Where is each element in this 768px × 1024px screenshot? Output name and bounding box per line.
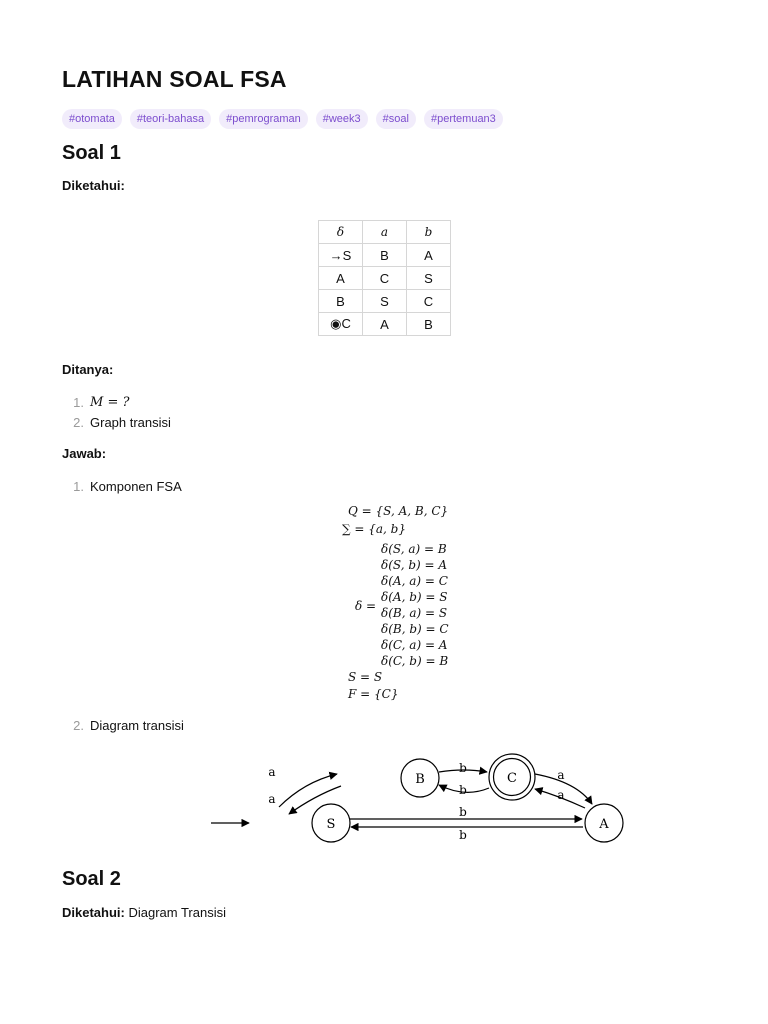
soal1-jawab-label: Jawab:: [62, 446, 107, 461]
delta-item: δ(S, a) = B: [381, 542, 447, 556]
table-header-cell: a: [363, 221, 407, 244]
edge-label: b: [459, 761, 467, 775]
soal2-heading: Soal 2: [62, 868, 121, 890]
table-cell: C: [363, 267, 407, 290]
list-number: 2.: [73, 718, 84, 733]
edge-label: a: [557, 788, 565, 802]
table-cell: A: [407, 244, 451, 267]
tag-otomata[interactable]: #otomata: [62, 109, 122, 129]
edge-label: b: [459, 805, 467, 819]
tag-pemrograman[interactable]: #pemrograman: [219, 109, 308, 129]
list-item: [62, 413, 171, 433]
table-cell: A: [363, 313, 407, 336]
list-text: Graph transisi: [90, 415, 171, 430]
transition-diagram: [209, 752, 629, 852]
list-text: Diagram transisi: [90, 718, 184, 733]
delta-item: δ(B, b) = C: [381, 622, 449, 636]
state-s-label: S: [326, 817, 336, 832]
page-title: LATIHAN SOAL FSA: [62, 66, 287, 92]
list-item: [62, 716, 184, 736]
ditanya-list: [62, 393, 171, 433]
table-header-cell: b: [407, 221, 451, 244]
edge-label: a: [557, 768, 565, 782]
list-text: Komponen FSA: [90, 479, 182, 494]
soal2-diketahui-text: Diagram Transisi: [128, 905, 226, 920]
table-header-row: [319, 221, 451, 244]
list-number: 2.: [73, 415, 84, 430]
formula-start: S = S: [348, 670, 383, 684]
state-b-label: B: [415, 772, 425, 787]
edge-label: a: [268, 792, 276, 806]
formula-sigma: ∑ = {a, b}: [342, 522, 406, 536]
soal1-diketahui-label: Diketahui:: [62, 178, 125, 193]
formula-delta-label: δ =: [355, 599, 377, 613]
tag-list: [62, 109, 503, 129]
list-number: 1.: [73, 395, 84, 410]
delta-item: δ(C, b) = B: [381, 654, 449, 668]
table-cell: B: [319, 290, 363, 313]
table-row: [319, 267, 451, 290]
state-c-label: C: [507, 771, 517, 786]
list-number: 1.: [73, 479, 84, 494]
delta-item: δ(C, a) = A: [381, 638, 448, 652]
table-row: [319, 313, 451, 336]
table-row: [319, 290, 451, 313]
soal1-ditanya-label: Ditanya:: [62, 362, 114, 377]
tag-week3[interactable]: #week3: [316, 109, 368, 129]
transition-table: [318, 220, 451, 336]
tag-pertemuan3[interactable]: #pertemuan3: [424, 109, 503, 129]
delta-item: δ(S, b) = A: [381, 558, 448, 572]
list-item: [62, 477, 182, 497]
soal2-diketahui-label: Diketahui:: [62, 905, 125, 920]
soal1-heading: Soal 1: [62, 142, 121, 164]
list-text: M = ?: [90, 395, 130, 410]
tag-teori-bahasa[interactable]: #teori-bahasa: [130, 109, 211, 129]
table-row: [319, 244, 451, 267]
table-cell: S: [407, 267, 451, 290]
table-cell: C: [407, 290, 451, 313]
delta-item: δ(A, a) = C: [381, 574, 448, 588]
edge-label: b: [459, 783, 467, 797]
formula-q: Q = {S, A, B, C}: [348, 504, 449, 518]
table-cell: →S: [319, 244, 363, 267]
delta-item: δ(A, b) = S: [381, 590, 448, 604]
jawab-list-1: [62, 477, 182, 497]
formula-final: F = {C}: [348, 687, 399, 701]
edge-label: b: [459, 828, 467, 842]
table-cell: S: [363, 290, 407, 313]
table-cell: A: [319, 267, 363, 290]
table-cell: B: [363, 244, 407, 267]
edge-label: a: [268, 765, 276, 779]
delta-item: δ(B, a) = S: [381, 606, 448, 620]
table-cell: ◉C: [319, 313, 363, 336]
state-a-label: A: [599, 817, 609, 832]
table-header-cell: δ: [319, 221, 363, 244]
soal2-diketahui: [62, 905, 226, 920]
table-cell: B: [407, 313, 451, 336]
jawab-list-2: [62, 716, 184, 736]
list-item: [62, 393, 171, 413]
tag-soal[interactable]: #soal: [376, 109, 416, 129]
